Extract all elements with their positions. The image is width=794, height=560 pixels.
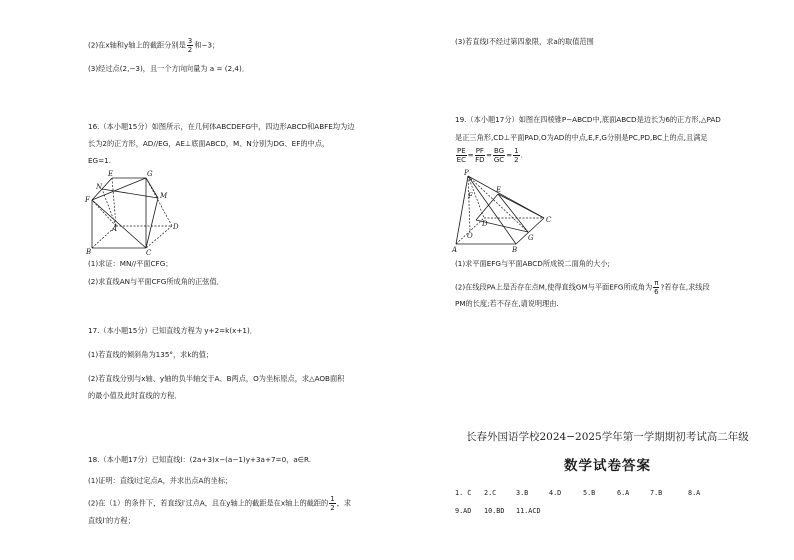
q16-sub2: (2)求直线AN与平面CFG所成角的正弦值．: [88, 277, 224, 286]
fig16-label-N: N: [96, 183, 103, 191]
fig19-label-P: P: [464, 169, 469, 177]
fraction-pi-sixth: $\frac{\pi}{6}$: [654, 279, 659, 296]
q18-sub2-line1: (2)在（1）的条件下，若直线l′过点A，且在y轴上的截距是在x轴上的截距的 $\frac{1}{2}$ ，求: [88, 495, 352, 512]
q19-sub2-line2: PM的长度;若不存在,请说明理由.: [455, 299, 559, 308]
q17-stem: 17.（本小题15分）已知直线方程为 y+2=k(x+1)．: [88, 326, 257, 335]
q16-stem-line2: 长为2的正方形，AD//EG，AE⊥底面ABCD，M、N分别为DG、EF的中点，: [88, 139, 330, 148]
q16-geometry-figure: [84, 168, 194, 256]
fig16-label-M: M: [160, 192, 168, 200]
fig16-label-G: G: [147, 170, 153, 178]
fig16-label-B: B: [86, 248, 92, 256]
q16-stem-line3: EG=1.: [88, 156, 111, 165]
q19-ratio-line: $\frac{PE}{EC}$ = $\frac{PF}{FD}$ = $\frac{BG}{GC}$ = $\frac{1}{2}$ .: [456, 147, 523, 164]
q16-stem-line1: 16.（本小题15分）如图所示，在几何体ABCDEFG中，四边形ABCD和ABFE均为边: [88, 122, 355, 131]
q19-stem-line2: 是正三角形,CD⊥平面PAD,O为AD的中点,E,F,G分别是PC,PD,BC上的点,且满足: [455, 133, 708, 142]
q17-sub1: (1)若直线的倾斜角为135°，求k的值；: [88, 350, 214, 359]
fig16-label-D: D: [173, 223, 179, 231]
fig19-label-E: E: [496, 186, 502, 194]
q18-stem: 18.（本小题17分）已知直线l：(2a+3)x−(a−1)y+3a+7=0，a∈R.: [88, 455, 312, 464]
fig19-label-D: D: [482, 220, 488, 228]
answer-key-subtitle: 数学试卷答案: [564, 458, 651, 474]
q17-sub2-line1: (2)若直线分别与x轴、y轴的负半轴交于A、B两点，O为坐标原点，求△AOB面积: [88, 374, 345, 383]
q18-sub2-line2: 直线l′的方程；: [88, 516, 135, 525]
q15-part2: (2)在x轴和y轴上的截距分别是 $\frac{3}{2}$ 和−3；: [88, 37, 220, 54]
fig19-label-C: C: [546, 216, 552, 224]
q18-sub3: (3)若直线l不经过第四象限，求a的取值范围: [455, 37, 594, 46]
fig19-label-F: F: [468, 192, 473, 200]
fraction-one-half: $\frac{1}{2}$: [330, 495, 335, 512]
fig19-label-A: A: [452, 246, 458, 254]
q16-sub1: (1)求证：MN//平面CFG；: [88, 259, 173, 268]
fig19-label-B: B: [512, 246, 518, 254]
fig19-label-O: O: [467, 232, 473, 240]
fig19-label-G: G: [528, 234, 534, 242]
q19-sub2-line1: (2)在线段PA上是否存在点M,使得直线GM与平面EFG所成角为 $\frac{\pi}{6}$ ?若存在,求线段: [455, 279, 710, 296]
q19-stem-line1: 19.（本小题17分）如图在四棱锥P−ABCD中,底面ABCD是边长为6的正方形,△PAD: [455, 115, 721, 124]
q15-part3: (3)经过点(2,−3)，且一个方向向量为 a = (2,4)．: [88, 64, 250, 73]
fig16-label-F: F: [85, 196, 90, 204]
answer-key-title: 长春外国语学校2024−2025学年第一学期期初考试高二年级: [466, 431, 749, 443]
q18-sub1: (1)证明：直线l过定点A，并求出点A的坐标；: [88, 476, 233, 485]
q17-sub2-line2: 的最小值及此时直线的方程．: [88, 391, 182, 400]
fig16-label-E: E: [108, 170, 114, 178]
fraction-three-halves: $\frac{3}{2}$: [187, 37, 193, 54]
fig16-label-C: C: [146, 249, 152, 256]
q19-pyramid-figure: [450, 168, 560, 254]
fig16-label-A: A: [112, 225, 118, 233]
q19-sub1: (1)求平面EFG与平面ABCD所成锐二面角的大小;: [455, 259, 610, 268]
